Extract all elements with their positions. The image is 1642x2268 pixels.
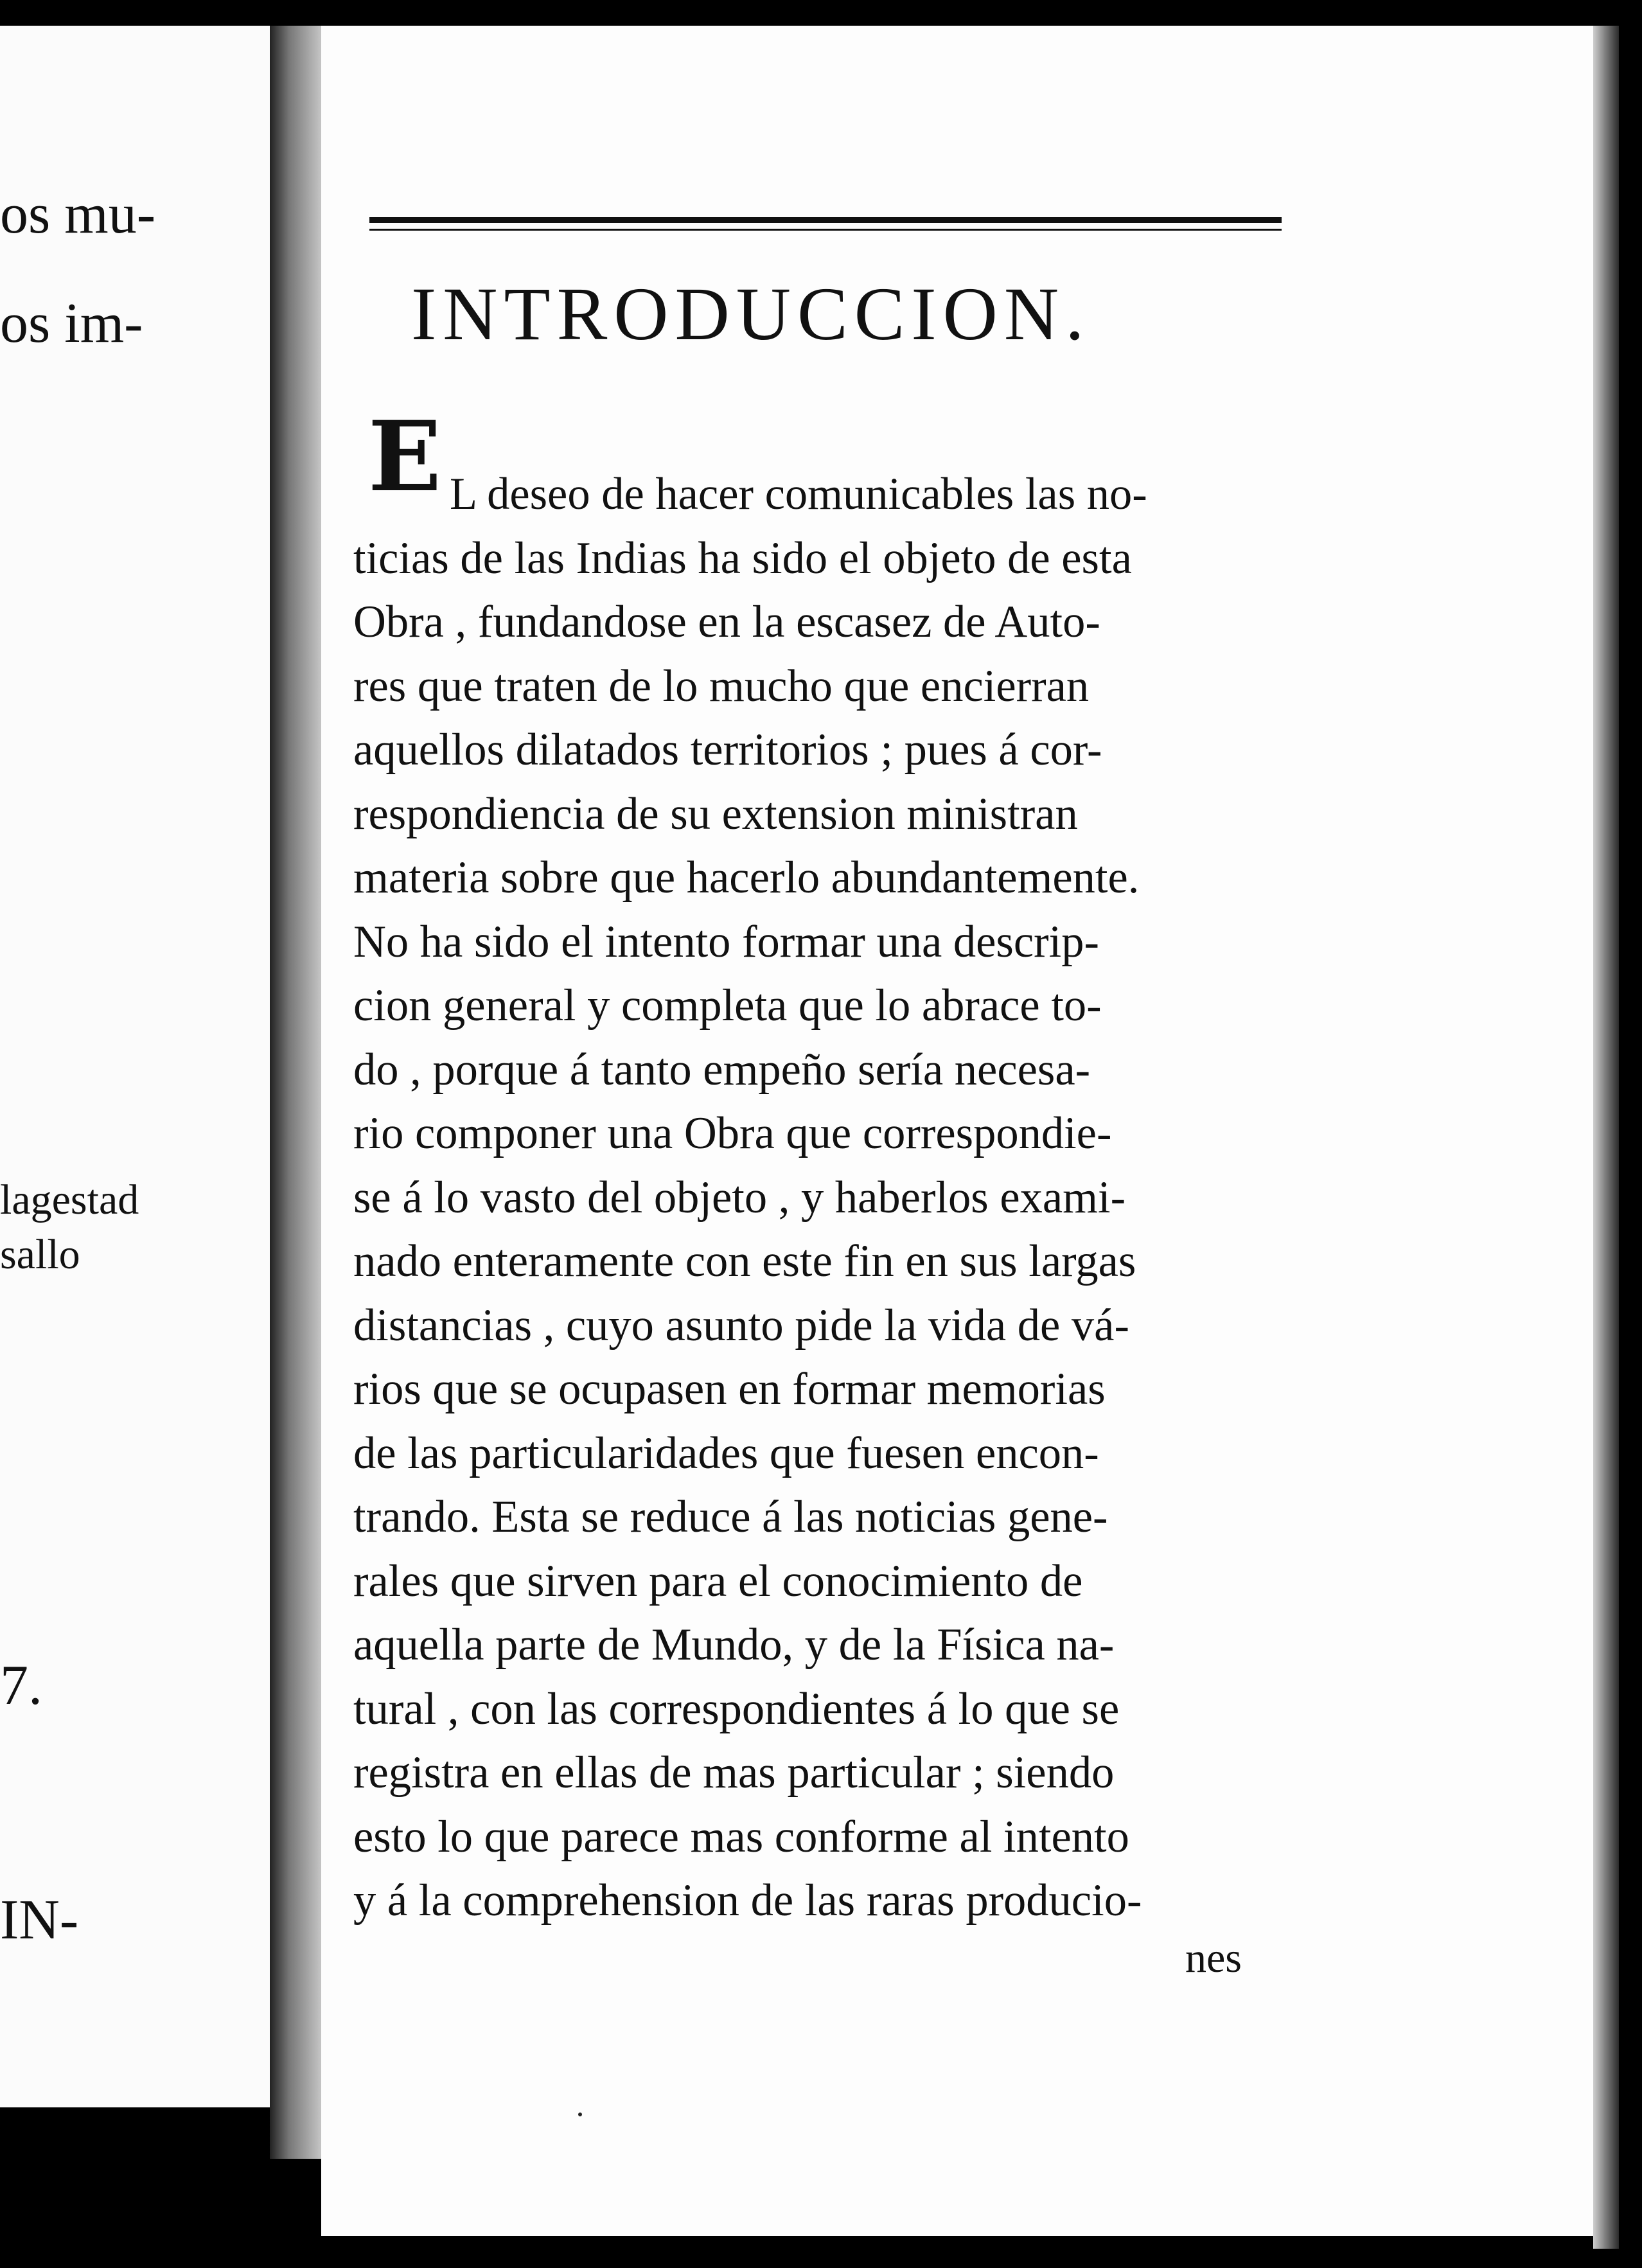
text-line: nado enteramente con este fin en sus largas (353, 1236, 1136, 1286)
text-line: materia sobre que hacerlo abundantemente. (353, 853, 1140, 903)
text-line: L deseo de hacer comunicables las no- (450, 469, 1147, 519)
text-line: y á la comprehension de las raras producio- (353, 1875, 1142, 1926)
text-line: esto lo que parece mas conforme al intento (353, 1811, 1129, 1862)
text-line: rio componer una Obra que correspondie- (353, 1108, 1112, 1158)
text-line: trando. Esta se reduce á las noticias gene- (353, 1492, 1108, 1542)
text-line: do , porque á tanto empeño sería necesa- (353, 1044, 1091, 1095)
text-line: se á lo vasto del objeto , y haberlos exami- (353, 1172, 1126, 1223)
left-page-line: sallo (0, 1231, 80, 1278)
left-page-line: IN- (0, 1889, 79, 1951)
ink-speck (578, 2113, 582, 2116)
text-line: cion general y completa que lo abrace to- (353, 980, 1102, 1031)
text-line: de las particularidades que fuesen encon- (353, 1428, 1099, 1478)
drop-cap: E (367, 400, 442, 513)
text-line: aquella parte de Mundo, y de la Física na- (353, 1620, 1115, 1670)
text-line: ticias de las Indias ha sido el objeto de esta (353, 533, 1132, 583)
header-rule-thin (369, 229, 1282, 231)
text-line: Obra , fundandose en la escasez de Auto- (353, 597, 1100, 647)
text-line: respondiencia de su extension ministran (353, 788, 1078, 839)
text-line: rios que se ocupasen en formar memorias (353, 1364, 1106, 1414)
left-page-line: os mu- (0, 183, 155, 245)
text-line: tural , con las correspondientes á lo que se (353, 1683, 1120, 1734)
left-page-line: 7. (0, 1654, 42, 1717)
text-line: distancias , cuyo asunto pide la vida de vá- (353, 1300, 1129, 1351)
text-line: No ha sido el intento formar una descrip- (353, 916, 1099, 967)
catchword: nes (1185, 1935, 1242, 1981)
page-edge (1593, 26, 1619, 2249)
text-line: res que traten de lo mucho que encierran (353, 660, 1090, 711)
text-line: aquellos dilatados territorios ; pues á cor- (353, 725, 1102, 775)
left-page-line: lagestad (0, 1176, 139, 1223)
left-page (0, 26, 272, 2107)
body-text (353, 463, 1291, 1933)
left-page-line: os im- (0, 292, 143, 355)
header-rule (369, 217, 1282, 223)
page-title: INTRODUCCION. (411, 272, 1091, 356)
text-line: rales que sirven para el conocimiento de (353, 1555, 1083, 1606)
text-line: registra en ellas de mas particular ; siendo (353, 1748, 1115, 1798)
